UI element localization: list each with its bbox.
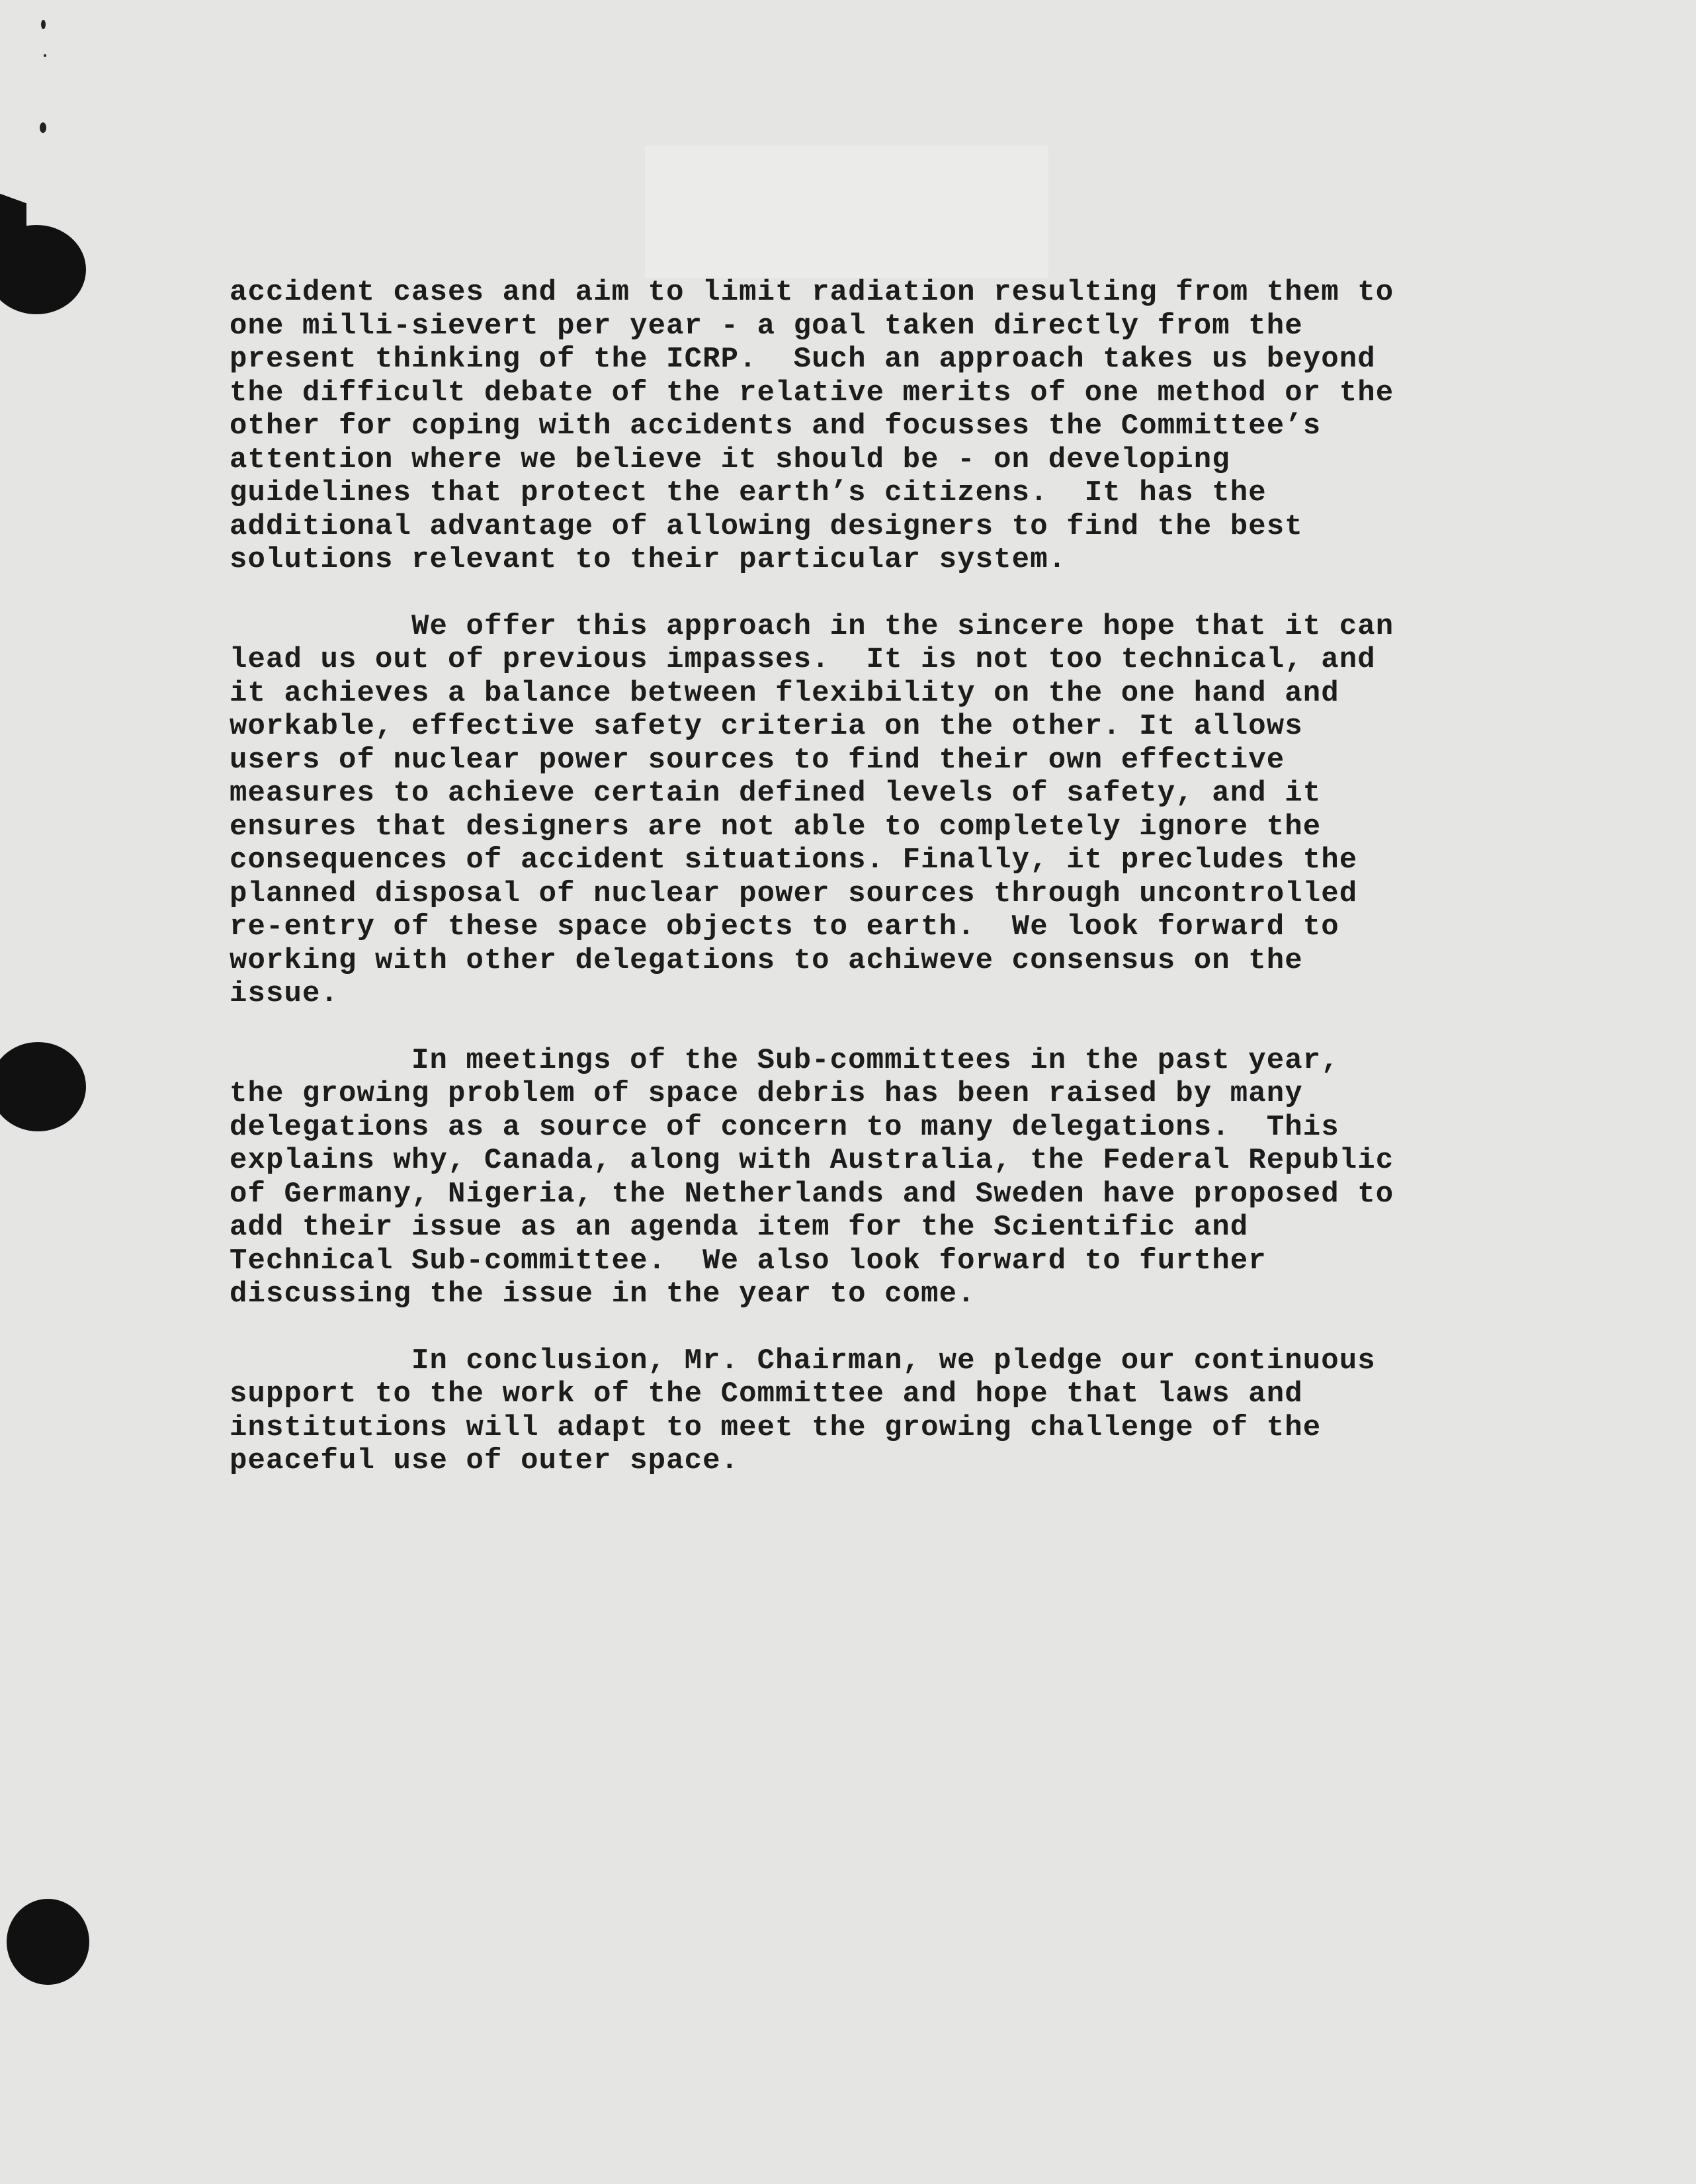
punch-hole-top [0,225,86,314]
paragraph-radiation-limits: accident cases and aim to limit radiation resulting from them to one milli-sievert per year - a goal taken directly from the present thinking of the ICRP. Such an approach takes us beyond the difficult debate of the relative merits of one method or the other for coping with accidents and focusses the Committee’s attention where we believe it should be - on developing guidelines that protect the earth’s citizens. It has the additional advantage of allowing designers to find the best solutions relevant to their particular system. [230,276,1394,576]
punch-hole-middle [0,1042,86,1131]
punch-hole-bottom [7,1899,89,1985]
margin-speck [44,54,46,57]
paragraph-approach: We offer this approach in the sincere hope that it can lead us out of previous impasses. It is not too technical, and it achieves a balance between flexibility on the one hand and workable, effective safety criteria on the other. It allows users of nuclear power sources to find their own effective measures to achieve certain defined levels of safety, and it ensures that designers are not able to completely ignore the consequences of accident situations. Finally, it precludes the planned disposal of nuclear power sources through uncontrolled re-entry of these space objects to earth. We look forward to working with other delegations to achiweve consensus on the issue. [230,609,1394,1010]
paragraph-conclusion: In conclusion, Mr. Chairman, we pledge our continuous support to the work of the Committee and hope that laws and institutions will adapt to meet the growing challenge of the peaceful use of outer space. [230,1344,1376,1477]
document-body [230,276,1546,1478]
paper-discoloration [645,146,1048,278]
paragraph-space-debris: In meetings of the Sub-committees in the past year, the growing problem of space debris has been raised by many delegations as a source of concern to many delegations. This explains why, Canada, along with Australia, the Federal Republic of Germany, Nigeria, the Netherlands and Sweden have proposed to add their issue as an agenda item for the Scientific and Technical Sub-committee. We also look forward to further discussing the issue in the year to come. [230,1043,1394,1311]
margin-speck [40,122,46,133]
margin-speck [41,20,46,29]
